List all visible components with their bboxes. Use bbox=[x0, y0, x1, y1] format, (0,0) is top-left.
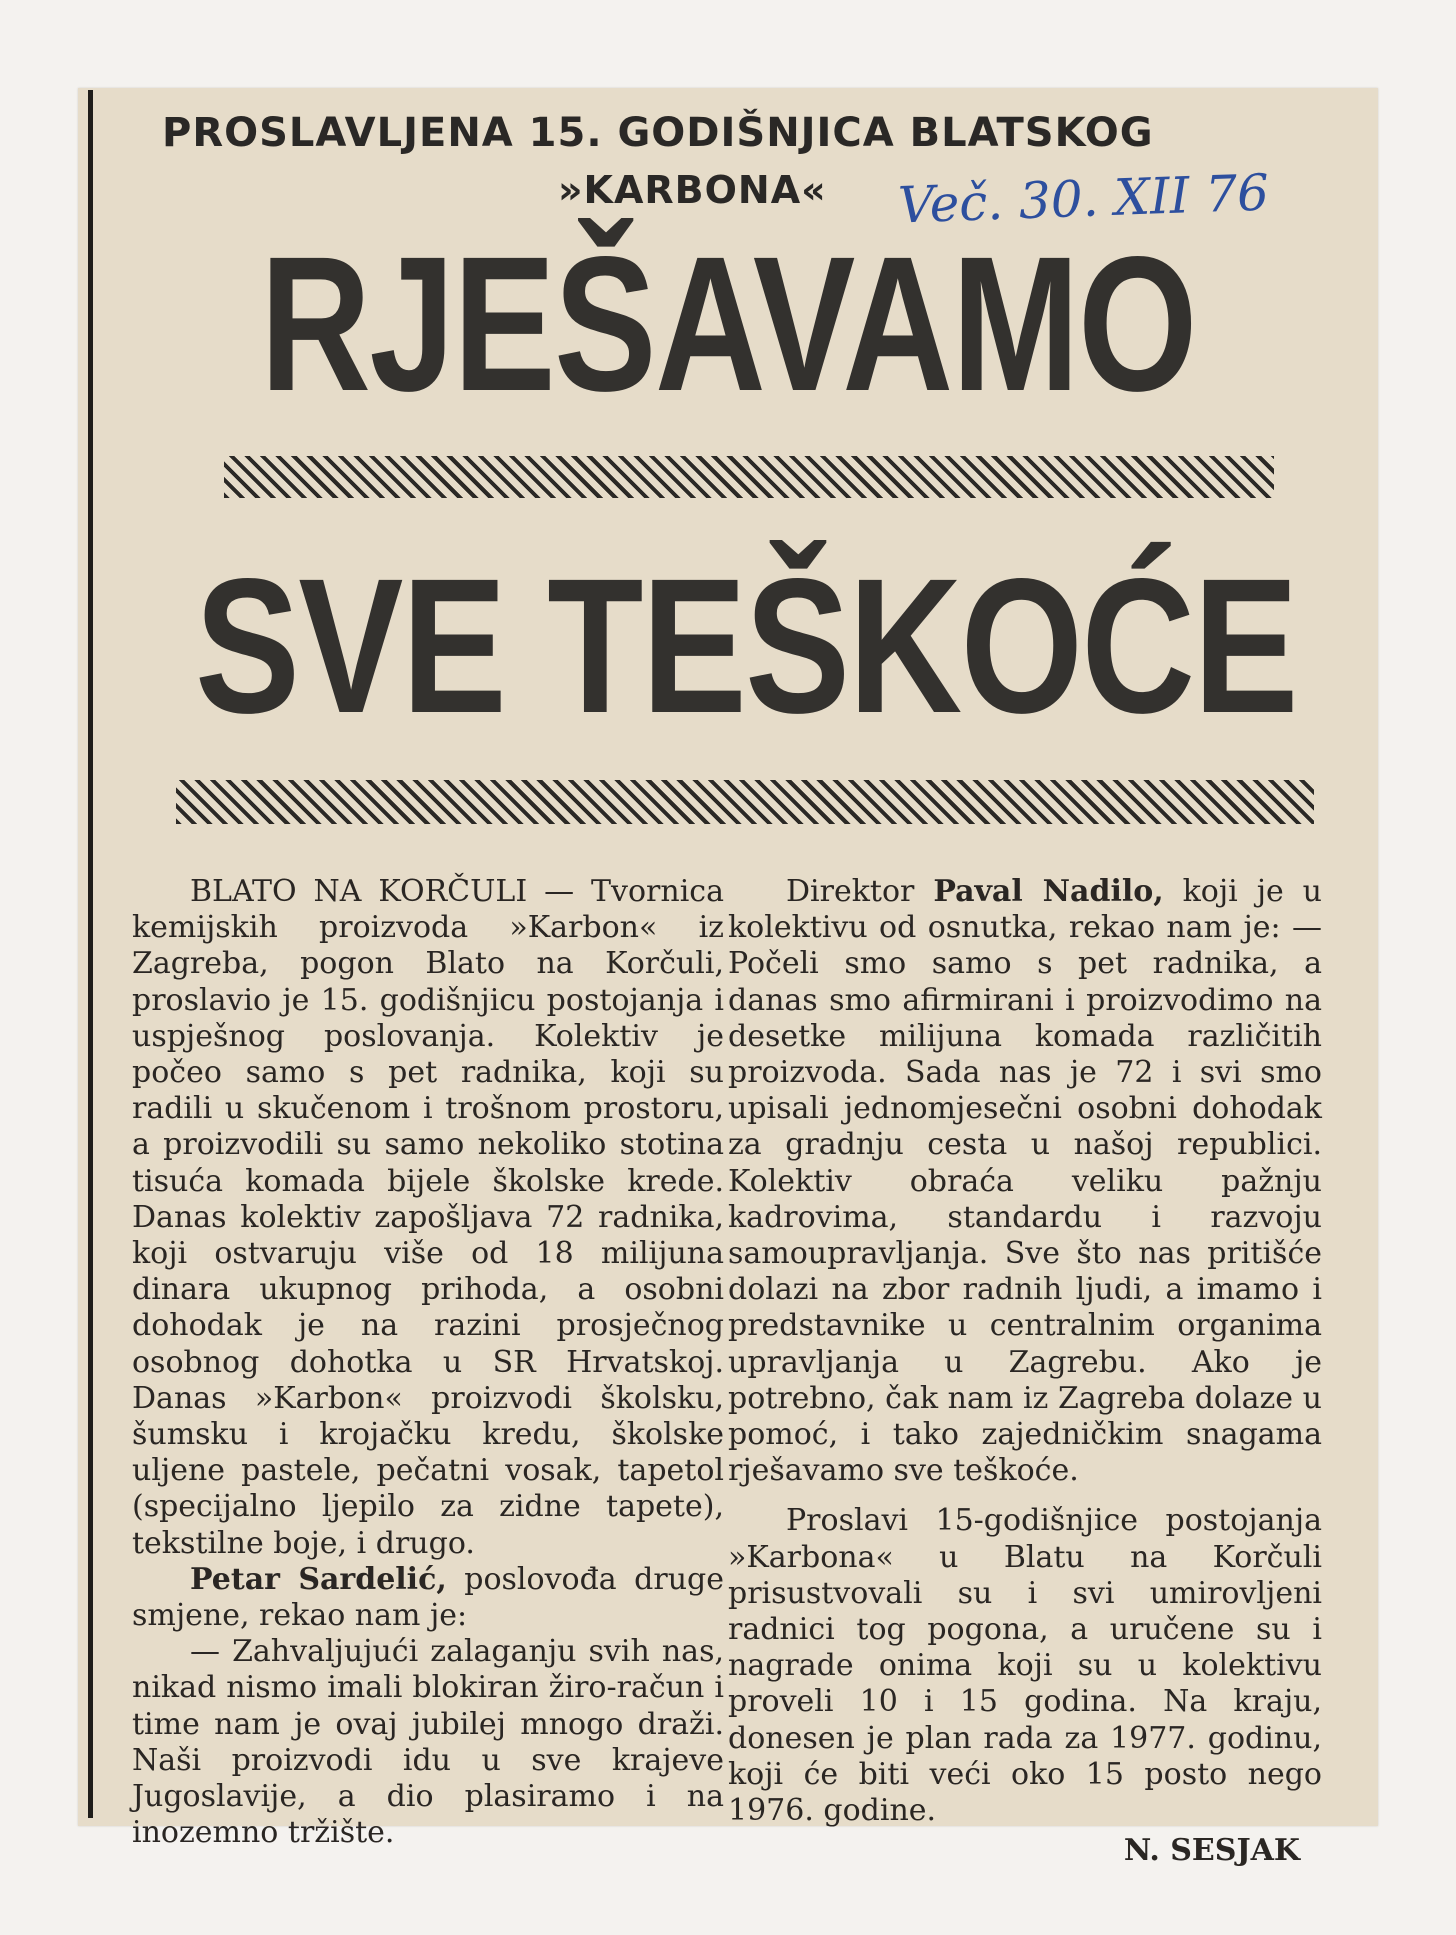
hatched-divider-bottom bbox=[176, 780, 1314, 824]
paragraph-text: Direktor bbox=[786, 874, 934, 909]
paragraph-text: koji je u kolektivu od osnutka, rekao nam je: — Počeli smo samo s pet radnika, a danas smo afirmirani i proizvodimo na desetke milijuna komada različitih proizvoda. Sada nas je 72 i svi smo upisali jednomjesečni osobni dohodak za gradnju cesta u našoj republici. Kolektiv obraća veliku pažnju kadrovima, standardu i razvoju samoupravljanja. Sve što nas pritišće dolazi na zbor radnih ljudi, a imamo i predstavnike u centralnim organima upravljanja u Zagrebu. Ako je potrebno, čak nam iz Zagreba dolaze u pomoć, i tako zajedničkim snagama rješavamo sve teškoće. bbox=[728, 874, 1322, 1489]
kicker-line-2: »KARBONA« bbox=[558, 168, 827, 212]
paragraph-text: poslovođa druge smjene, rekao nam je: bbox=[132, 1561, 724, 1634]
paragraph: — Zahvaljujući zalaganju svih nas, nikad nismo imali blokiran žiro-račun i time nam je ovaj jubilej mnogo draži. Naši proizvodi idu u sve krajeve Jugoslavije, a dio plasiramo i na inozemno tržište. bbox=[132, 1634, 724, 1851]
speaker-name: Petar Sardelić, bbox=[190, 1561, 447, 1597]
paragraph bbox=[728, 874, 1322, 1489]
paragraph: Proslavi 15-godišnjice postojanja »Karbona« u Blatu na Korčuli prisustvovali su i svi umirovljeni radnici tog pogona, a uručene su i nagrade onima koji su u kolektivu proveli 10 i 15 godina. Na kraju, donesen je plan rada za 1977. godinu, koji će biti veći oko 15 posto nego 1976. godine. bbox=[728, 1503, 1322, 1829]
paragraph: BLATO NA KORČULI — Tvornica kemijskih proizvoda »Karbon« iz Zagreba, pogon Blato na Korčuli, proslavio je 15. godišnjicu postojanja i uspješnog poslovanja. Kolektiv je počeo samo s pet radnika, koji su radili u skučenom i trošnom prostoru, a proizvodili su samo nekoliko stotina tisuća komada bijele školske krede. Danas kolektiv zapošljava 72 radnika, koji ostvaruju više od 18 milijuna dinara ukupnog prihoda, a osobni dohodak je na razini prosječnog osobnog dohotka u SR Hrvatskoj. Danas »Karbon« proizvodi školsku, šumsku i krojačku kredu, školske uljene pastele, pečatni vosak, tapetol (specijalno ljepilo za zidne tapete), tekstilne boje, i drugo. bbox=[132, 874, 724, 1561]
headline-line-1: RJEŠAVAMO bbox=[260, 216, 1196, 431]
hatched-divider-top bbox=[224, 456, 1274, 498]
speaker-name: Paval Nadilo, bbox=[933, 874, 1164, 909]
kicker-line-1: PROSLAVLJENA 15. GODIŠNJICA BLATSKOG bbox=[162, 110, 1154, 156]
article-column-left bbox=[132, 874, 724, 1851]
handwritten-date-note: Več. 30. XII 76 bbox=[897, 163, 1270, 235]
column-rule bbox=[88, 90, 93, 1818]
newspaper-clipping bbox=[78, 88, 1378, 1869]
headline-line-2: SVE TEŠKOĆE bbox=[195, 538, 1297, 753]
article-column-right bbox=[728, 874, 1322, 1869]
author-signature: N. SESJAK bbox=[1123, 1833, 1300, 1869]
paragraph bbox=[132, 1562, 724, 1634]
